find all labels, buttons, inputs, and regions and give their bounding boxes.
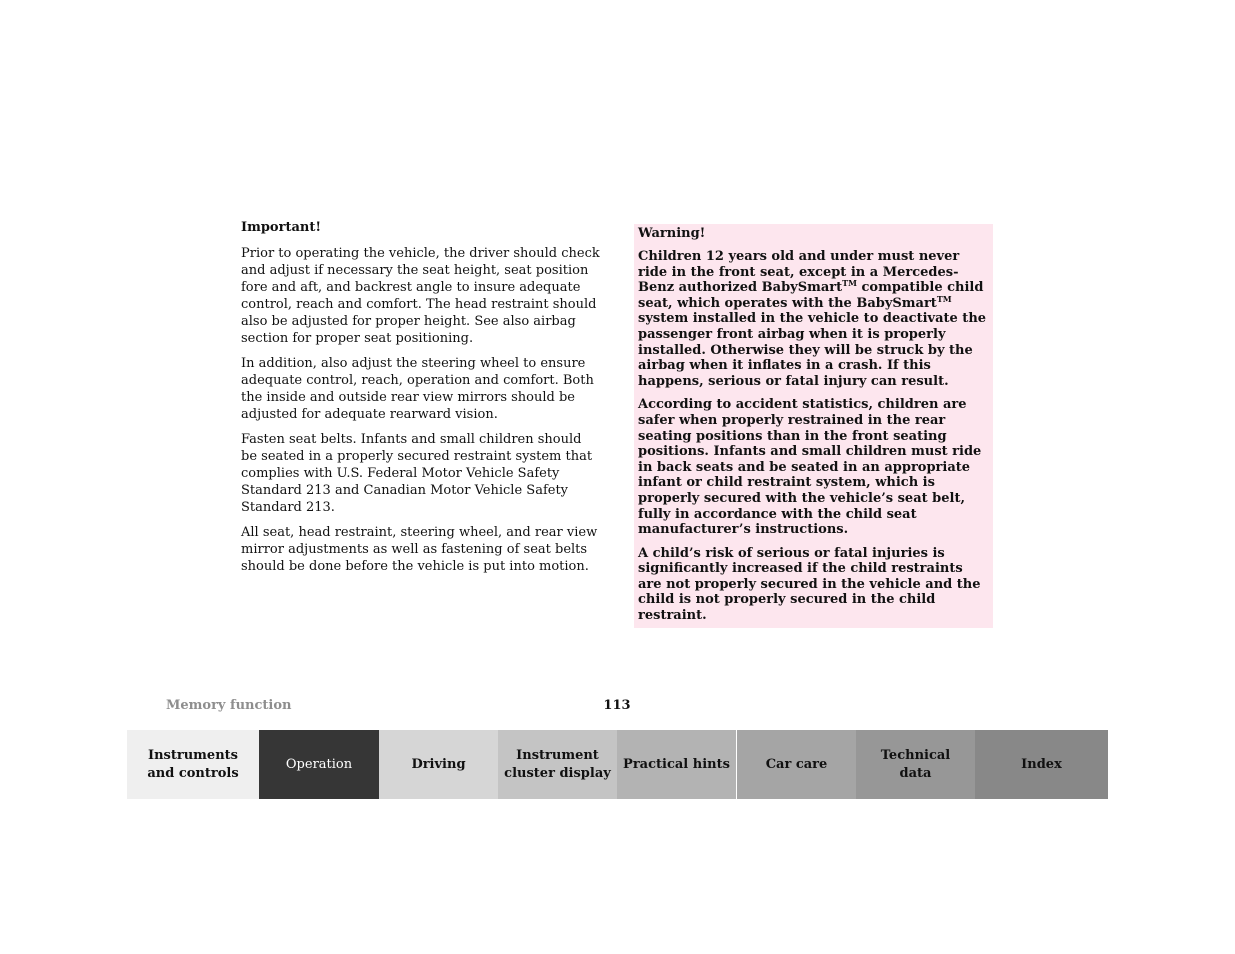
important-paragraph-4: All seat, head restraint, steering wheel, and rear view mirror adjustments as well as fastening of seat belts should be done before the vehicle is put into motion. bbox=[241, 525, 598, 574]
important-paragraph-1: Prior to operating the vehicle, the driver should check and adjust if necessary the seat height, seat position fore and aft, and backrest angle to insure adequate control, reach and comfort. The head restraint should also be adjusted for proper height. See also airbag section for proper seat positioning. bbox=[241, 246, 600, 346]
tab-label: Operation bbox=[285, 756, 353, 772]
trademark-mark: TM bbox=[936, 293, 952, 304]
chapter-nav-bar bbox=[127, 730, 1108, 799]
warning-heading: Warning! bbox=[638, 226, 706, 241]
tab-instruments-and-controls[interactable] bbox=[127, 730, 259, 799]
tab-label: Instrument cluster display bbox=[504, 747, 611, 781]
tab-technical-data[interactable] bbox=[856, 730, 975, 799]
tab-index[interactable] bbox=[975, 730, 1108, 799]
warning-paragraph-3: A child’s risk of serious or fatal injuries is significantly increased if the child restraints are not properly secured in the vehicle and the child is not properly secured in the child restraint. bbox=[638, 545, 981, 624]
tab-label: Car care bbox=[765, 756, 828, 772]
trademark-mark: TM bbox=[842, 278, 857, 289]
tab-driving[interactable] bbox=[379, 730, 498, 799]
tab-operation[interactable] bbox=[259, 730, 379, 799]
important-heading: Important! bbox=[241, 220, 322, 235]
warning-paragraph-1 bbox=[638, 249, 989, 389]
tab-label: Driving bbox=[411, 756, 466, 772]
tab-label: Index bbox=[1021, 756, 1062, 772]
section-title: Memory function bbox=[166, 698, 292, 713]
tab-label: Technical data bbox=[880, 747, 951, 781]
page-number: 113 bbox=[603, 698, 631, 713]
important-paragraph-3: Fasten seat belts. Infants and small children should be seated in a properly secured restraint system that complies with U.S. Federal Motor Vehicle Safety Standard 213 and Canadian Motor Vehicle Safety Standard 213. bbox=[241, 432, 593, 515]
important-section bbox=[241, 219, 601, 583]
warning-box bbox=[634, 224, 993, 628]
important-paragraph-2: In addition, also adjust the steering wheel to ensure adequate control, reach, operation and comfort. Both the inside and outside rear view mirrors should be adjusted for adequate rearward vision. bbox=[241, 356, 594, 422]
tab-practical-hints[interactable] bbox=[617, 730, 736, 799]
warning-p1-text-b: compatible child seat, which operates with the BabySmart bbox=[638, 280, 984, 311]
tab-instrument-cluster-display[interactable] bbox=[498, 730, 617, 799]
tab-label: Instruments and controls bbox=[147, 747, 239, 781]
warning-p1-text-a: Children 12 years old and under must never ride in the front seat, except in a Mercedes-Benz authorized BabySmart bbox=[638, 249, 960, 296]
tab-label: Practical hints bbox=[623, 756, 730, 772]
warning-p1-text-c: system installed in the vehicle to deactivate the passenger front airbag when it is properly installed. Otherwise they will be struck by the airbag when it inflates in a crash. If this happens, serious or fatal injury can result. bbox=[638, 311, 987, 389]
tab-car-care[interactable] bbox=[736, 730, 856, 799]
warning-paragraph-2: According to accident statistics, children are safer when properly restrained in the rear seating positions than in the front seating positions. Infants and small children must ride in back seats and be seated in an appropriate infant or child restraint system, which is properly secured with the vehicle’s seat belt, fully in accordance with the child seat manufacturer’s instructions. bbox=[638, 397, 982, 538]
